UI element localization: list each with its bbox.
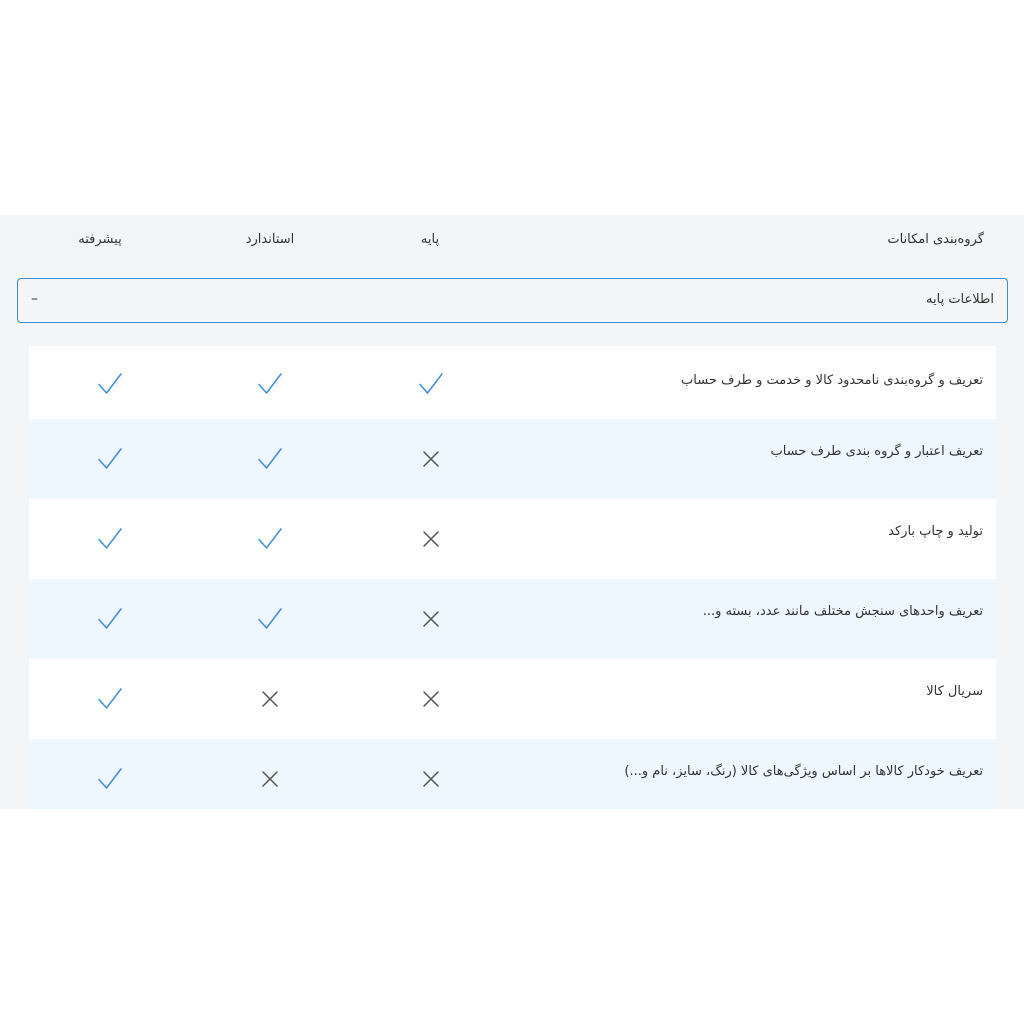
check-icon-advanced — [96, 765, 124, 793]
check-icon — [256, 525, 284, 553]
check-icon-advanced — [96, 525, 124, 553]
header-feature-category: گروه‌بندی امکانات — [887, 232, 984, 247]
cross-icon-standard — [256, 685, 284, 713]
feature-label: سریال کالا — [926, 684, 983, 699]
cross-icon-basic — [417, 525, 445, 553]
check-icon — [256, 445, 284, 473]
check-icon-basic — [417, 370, 445, 398]
check-icon — [96, 685, 124, 713]
check-icon-standard — [256, 370, 284, 398]
feature-label: تعریف اعتبار و گروه بندی طرف حساب — [770, 444, 983, 459]
check-icon-advanced — [96, 370, 124, 398]
table-row — [29, 346, 996, 419]
feature-label: تولید و چاپ بارکد — [888, 524, 983, 539]
header-plan-standard: استاندارد — [245, 232, 295, 247]
cross-icon-basic — [417, 605, 445, 633]
cross-icon — [417, 445, 445, 473]
check-icon — [96, 765, 124, 793]
check-icon — [417, 370, 445, 398]
check-icon — [256, 605, 284, 633]
cross-icon — [417, 765, 445, 793]
accordion-basic-info[interactable] — [17, 278, 1008, 323]
cross-icon — [256, 765, 284, 793]
comparison-header — [0, 215, 1024, 267]
header-plan-basic: پایه — [420, 232, 440, 247]
feature-label: تعریف واحدهای سنجش مختلف مانند عدد، بسته و... — [702, 604, 983, 619]
table-row — [29, 739, 996, 809]
check-icon — [96, 445, 124, 473]
collapse-toggle-icon[interactable]: – — [31, 291, 38, 307]
plan-comparison-panel — [0, 215, 1024, 809]
check-icon-advanced — [96, 685, 124, 713]
check-icon — [256, 370, 284, 398]
check-icon-advanced — [96, 605, 124, 633]
header-plan-advanced: پیشرفته — [78, 232, 122, 247]
table-row — [29, 419, 996, 499]
cross-icon — [417, 605, 445, 633]
cross-icon — [256, 685, 284, 713]
check-icon — [96, 370, 124, 398]
table-row — [29, 499, 996, 579]
feature-table — [29, 346, 996, 809]
cross-icon-basic — [417, 445, 445, 473]
cross-icon-basic — [417, 765, 445, 793]
check-icon — [96, 525, 124, 553]
check-icon-standard — [256, 525, 284, 553]
cross-icon — [417, 525, 445, 553]
check-icon-standard — [256, 445, 284, 473]
feature-label: تعریف خودکار کالاها بر اساس ویژگی‌های کالا (رنگ، سایز، نام و...) — [624, 764, 983, 779]
table-row — [29, 659, 996, 739]
table-row — [29, 579, 996, 659]
cross-icon-standard — [256, 765, 284, 793]
check-icon-advanced — [96, 445, 124, 473]
cross-icon — [417, 685, 445, 713]
check-icon-standard — [256, 605, 284, 633]
accordion-title: اطلاعات پایه — [926, 292, 994, 307]
cross-icon-basic — [417, 685, 445, 713]
check-icon — [96, 605, 124, 633]
feature-label: تعریف و گروه‌بندی نامحدود کالا و خدمت و طرف حساب — [681, 373, 983, 388]
